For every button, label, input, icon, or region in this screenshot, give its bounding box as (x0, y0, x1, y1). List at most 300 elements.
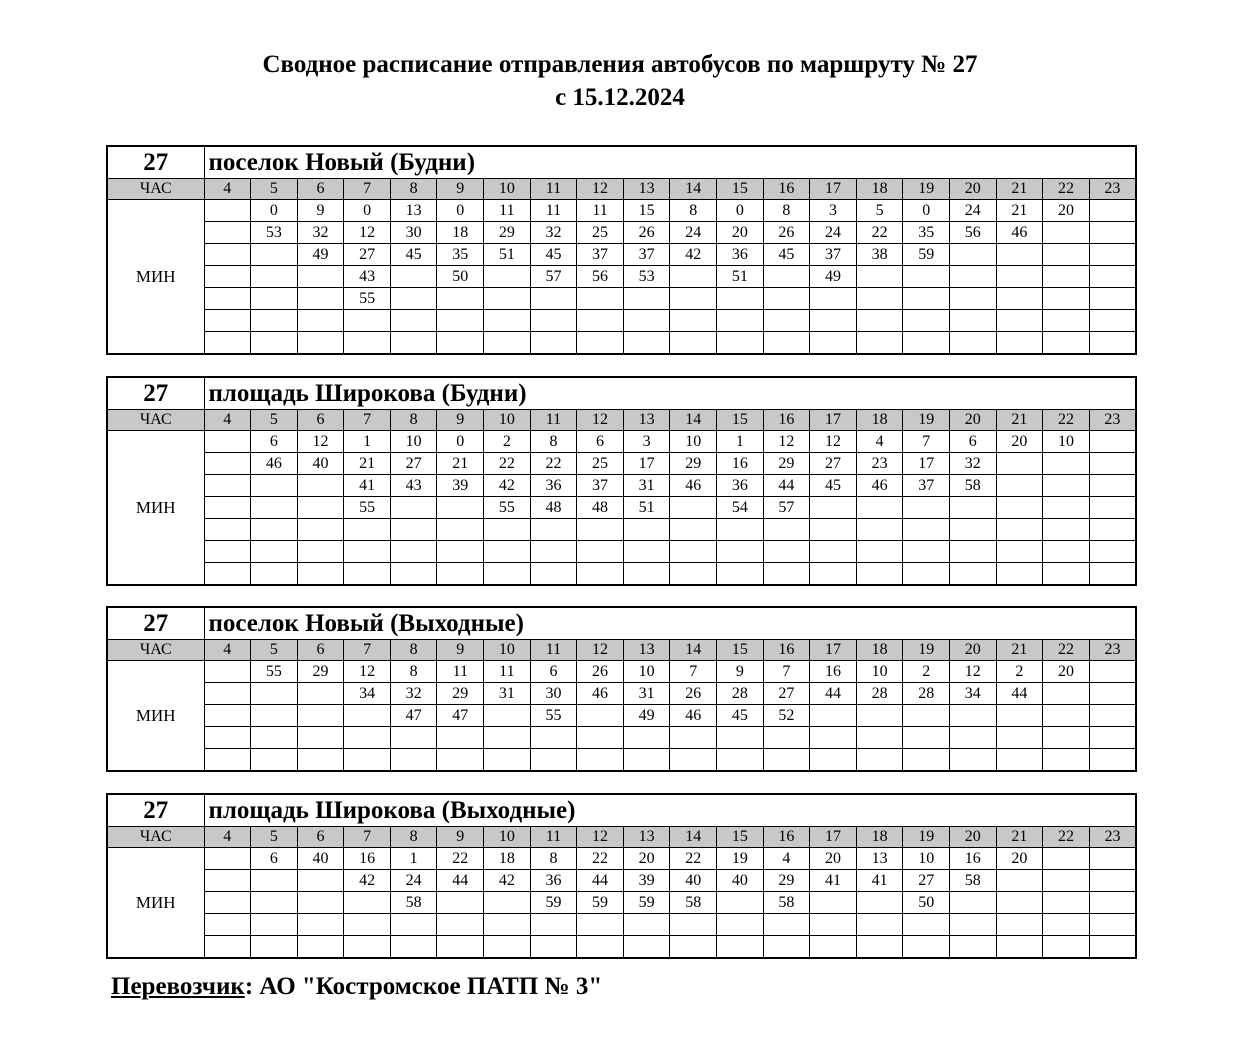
minute-cell: 36 (717, 244, 764, 266)
hour-cell: 22 (1043, 640, 1090, 661)
minutes-label: МИН (107, 431, 204, 586)
route-number: 27 (107, 377, 204, 410)
minute-cell (1043, 475, 1090, 497)
minute-cell (344, 914, 391, 936)
minutes-row (107, 200, 1136, 222)
hour-cell: 23 (1089, 410, 1136, 431)
minute-cell (856, 563, 903, 586)
minute-cell (484, 288, 531, 310)
minute-cell: 0 (717, 200, 764, 222)
minute-cell (530, 288, 577, 310)
hour-cell: 11 (530, 640, 577, 661)
minute-cell (437, 936, 484, 959)
minute-cell: 42 (344, 870, 391, 892)
minute-cell (484, 705, 531, 727)
minute-cell (577, 749, 624, 772)
minute-cell (810, 914, 857, 936)
minute-cell (717, 914, 764, 936)
minute-cell: 29 (763, 453, 810, 475)
minute-cell (670, 563, 717, 586)
hour-cell: 17 (810, 640, 857, 661)
minute-cell: 6 (251, 431, 298, 453)
minute-cell (297, 288, 344, 310)
minute-cell (996, 541, 1043, 563)
minute-cell (437, 563, 484, 586)
minute-cell (856, 892, 903, 914)
minute-cell: 12 (763, 431, 810, 453)
minute-cell: 20 (623, 848, 670, 870)
minute-cell: 11 (530, 200, 577, 222)
minute-cell: 16 (810, 661, 857, 683)
minute-cell: 6 (251, 848, 298, 870)
minute-cell: 40 (297, 453, 344, 475)
hour-cell: 14 (670, 410, 717, 431)
minute-cell: 45 (763, 244, 810, 266)
minutes-row (107, 266, 1136, 288)
minute-cell: 9 (297, 200, 344, 222)
minute-cell (717, 541, 764, 563)
minutes-row (107, 453, 1136, 475)
hour-cell: 5 (251, 827, 298, 848)
minute-cell: 8 (530, 431, 577, 453)
minute-cell (390, 519, 437, 541)
hour-cell: 19 (903, 640, 950, 661)
hour-label: ЧАС (107, 640, 204, 661)
minutes-row (107, 541, 1136, 563)
minute-cell: 55 (484, 497, 531, 519)
minute-cell: 42 (670, 244, 717, 266)
hour-cell: 7 (344, 179, 391, 200)
hour-cell: 18 (856, 179, 903, 200)
minute-cell (903, 563, 950, 586)
hour-cell: 14 (670, 179, 717, 200)
minute-cell: 39 (437, 475, 484, 497)
minute-cell (856, 310, 903, 332)
minute-cell: 57 (763, 497, 810, 519)
minute-cell (996, 914, 1043, 936)
minute-cell (810, 310, 857, 332)
minute-cell (251, 519, 298, 541)
minute-cell (763, 727, 810, 749)
minute-cell (204, 848, 251, 870)
minute-cell (204, 541, 251, 563)
minute-cell (903, 705, 950, 727)
minute-cell: 37 (623, 244, 670, 266)
minute-cell: 18 (437, 222, 484, 244)
minute-cell (1089, 892, 1136, 914)
minute-cell (577, 727, 624, 749)
minute-cell (670, 936, 717, 959)
minute-cell (623, 749, 670, 772)
minute-cell (670, 541, 717, 563)
minute-cell (1089, 222, 1136, 244)
minute-cell: 36 (530, 870, 577, 892)
minute-cell (437, 288, 484, 310)
minute-cell (670, 519, 717, 541)
minute-cell: 53 (623, 266, 670, 288)
minute-cell (204, 870, 251, 892)
minute-cell: 24 (810, 222, 857, 244)
minute-cell: 38 (856, 244, 903, 266)
minute-cell (251, 541, 298, 563)
hour-cell: 8 (390, 410, 437, 431)
minute-cell: 1 (390, 848, 437, 870)
minute-cell: 32 (950, 453, 997, 475)
hour-cell: 12 (577, 827, 624, 848)
hour-cell: 13 (623, 179, 670, 200)
hour-cell: 16 (763, 410, 810, 431)
minute-cell: 31 (623, 683, 670, 705)
minute-cell: 12 (297, 431, 344, 453)
minute-cell (204, 936, 251, 959)
minute-cell: 8 (670, 200, 717, 222)
minute-cell (297, 310, 344, 332)
minute-cell (623, 914, 670, 936)
minute-cell: 49 (623, 705, 670, 727)
minute-cell (1089, 497, 1136, 519)
minute-cell (1089, 541, 1136, 563)
minute-cell (344, 332, 391, 355)
minutes-row (107, 848, 1136, 870)
hour-cell: 6 (297, 410, 344, 431)
minutes-row (107, 892, 1136, 914)
minute-cell: 15 (623, 200, 670, 222)
hour-cell: 21 (996, 410, 1043, 431)
carrier-label: Перевозчик (111, 973, 245, 1000)
minute-cell (1089, 848, 1136, 870)
hour-cell: 21 (996, 179, 1043, 200)
minute-cell: 21 (344, 453, 391, 475)
minute-cell (251, 914, 298, 936)
minute-cell (530, 310, 577, 332)
minute-cell (530, 563, 577, 586)
minute-cell (903, 749, 950, 772)
hour-cell: 12 (577, 179, 624, 200)
hour-cell: 8 (390, 827, 437, 848)
minute-cell (996, 727, 1043, 749)
minute-cell (251, 936, 298, 959)
minute-cell (903, 497, 950, 519)
minute-cell (437, 541, 484, 563)
minute-cell: 37 (903, 475, 950, 497)
minute-cell (297, 541, 344, 563)
minute-cell: 30 (390, 222, 437, 244)
hour-cell: 21 (996, 640, 1043, 661)
minute-cell: 2 (484, 431, 531, 453)
schedule-table (106, 145, 1137, 355)
minute-cell: 44 (996, 683, 1043, 705)
minute-cell: 55 (344, 288, 391, 310)
minute-cell (484, 332, 531, 355)
hour-cell: 7 (344, 827, 391, 848)
minute-cell: 40 (717, 870, 764, 892)
minute-cell: 53 (251, 222, 298, 244)
minute-cell: 58 (950, 475, 997, 497)
minute-cell: 59 (623, 892, 670, 914)
hour-cell: 15 (717, 410, 764, 431)
minute-cell: 1 (717, 431, 764, 453)
minute-cell (903, 541, 950, 563)
minute-cell: 20 (1043, 661, 1090, 683)
minute-cell (577, 288, 624, 310)
minute-cell (717, 727, 764, 749)
schedule-table (106, 376, 1137, 586)
minute-cell (996, 870, 1043, 892)
minute-cell (670, 310, 717, 332)
minute-cell (1089, 200, 1136, 222)
minute-cell (204, 563, 251, 586)
minute-cell (763, 332, 810, 355)
hour-cell: 6 (297, 179, 344, 200)
minute-cell: 41 (856, 870, 903, 892)
minute-cell (1089, 936, 1136, 959)
minute-cell: 22 (670, 848, 717, 870)
schedule-table (106, 793, 1137, 959)
minute-cell: 2 (903, 661, 950, 683)
minutes-row (107, 519, 1136, 541)
minute-cell (763, 749, 810, 772)
minute-cell (623, 288, 670, 310)
minute-cell (763, 936, 810, 959)
minute-cell: 43 (390, 475, 437, 497)
minute-cell (1043, 519, 1090, 541)
minute-cell: 17 (623, 453, 670, 475)
minutes-row (107, 288, 1136, 310)
minute-cell (856, 936, 903, 959)
hour-cell: 21 (996, 827, 1043, 848)
minute-cell: 48 (577, 497, 624, 519)
minute-cell (670, 727, 717, 749)
minute-cell (903, 936, 950, 959)
minutes-row (107, 749, 1136, 772)
hour-cell: 16 (763, 179, 810, 200)
minute-cell (670, 266, 717, 288)
hour-cell: 10 (484, 410, 531, 431)
minute-cell: 20 (1043, 200, 1090, 222)
minute-cell (344, 541, 391, 563)
minute-cell (903, 266, 950, 288)
minute-cell (950, 914, 997, 936)
minute-cell (390, 541, 437, 563)
minute-cell (297, 683, 344, 705)
minute-cell (670, 914, 717, 936)
minute-cell: 12 (950, 661, 997, 683)
minutes-row (107, 661, 1136, 683)
hour-label: ЧАС (107, 827, 204, 848)
minute-cell (670, 332, 717, 355)
minute-cell (810, 749, 857, 772)
minute-cell (390, 563, 437, 586)
minute-cell (251, 332, 298, 355)
minute-cell: 37 (810, 244, 857, 266)
minute-cell (717, 892, 764, 914)
minute-cell: 32 (297, 222, 344, 244)
minute-cell (763, 541, 810, 563)
minute-cell (996, 519, 1043, 541)
minute-cell (856, 332, 903, 355)
minute-cell (390, 914, 437, 936)
minute-cell (763, 563, 810, 586)
minute-cell: 25 (577, 453, 624, 475)
minute-cell (763, 519, 810, 541)
minute-cell (623, 936, 670, 959)
hour-cell: 11 (530, 410, 577, 431)
minute-cell (1089, 683, 1136, 705)
minute-cell (251, 705, 298, 727)
minute-cell (1043, 749, 1090, 772)
minute-cell (717, 519, 764, 541)
route-number: 27 (107, 607, 204, 640)
minute-cell (996, 244, 1043, 266)
minute-cell (810, 332, 857, 355)
minute-cell: 27 (763, 683, 810, 705)
minute-cell: 2 (996, 661, 1043, 683)
minute-cell (1089, 661, 1136, 683)
hour-cell: 4 (204, 179, 251, 200)
minute-cell (204, 705, 251, 727)
minute-cell: 58 (670, 892, 717, 914)
hour-cell: 22 (1043, 827, 1090, 848)
minute-cell: 55 (530, 705, 577, 727)
minute-cell (204, 266, 251, 288)
minute-cell: 8 (390, 661, 437, 683)
hour-cell: 20 (950, 827, 997, 848)
minute-cell: 4 (856, 431, 903, 453)
minute-cell (1043, 914, 1090, 936)
minute-cell (577, 705, 624, 727)
minute-cell (530, 332, 577, 355)
minute-cell (530, 727, 577, 749)
minute-cell (390, 936, 437, 959)
minute-cell: 6 (950, 431, 997, 453)
minute-cell: 0 (437, 200, 484, 222)
hour-cell: 9 (437, 640, 484, 661)
minute-cell (390, 727, 437, 749)
minute-cell (950, 563, 997, 586)
minute-cell (577, 332, 624, 355)
minute-cell: 3 (810, 200, 857, 222)
minute-cell (251, 749, 298, 772)
minute-cell (484, 749, 531, 772)
hour-cell: 13 (623, 640, 670, 661)
hour-cell: 10 (484, 179, 531, 200)
minutes-row (107, 870, 1136, 892)
hour-cell: 18 (856, 410, 903, 431)
minute-cell: 4 (763, 848, 810, 870)
hour-cell: 19 (903, 410, 950, 431)
minute-cell (577, 541, 624, 563)
minute-cell: 41 (810, 870, 857, 892)
minute-cell: 24 (670, 222, 717, 244)
minute-cell (1089, 475, 1136, 497)
minute-cell (204, 749, 251, 772)
minute-cell (577, 936, 624, 959)
minute-cell (204, 519, 251, 541)
hour-cell: 17 (810, 410, 857, 431)
minute-cell: 0 (437, 431, 484, 453)
minutes-row (107, 475, 1136, 497)
minute-cell: 18 (484, 848, 531, 870)
minute-cell (810, 541, 857, 563)
minute-cell: 1 (344, 431, 391, 453)
minute-cell (1089, 749, 1136, 772)
minute-cell: 34 (344, 683, 391, 705)
minute-cell: 28 (856, 683, 903, 705)
minute-cell (950, 497, 997, 519)
minute-cell (763, 288, 810, 310)
minute-cell: 22 (856, 222, 903, 244)
minute-cell: 51 (623, 497, 670, 519)
minutes-row (107, 727, 1136, 749)
minute-cell: 58 (390, 892, 437, 914)
minute-cell (297, 475, 344, 497)
minute-cell (903, 288, 950, 310)
hour-cell: 15 (717, 179, 764, 200)
minute-cell (297, 936, 344, 959)
carrier-line (111, 970, 602, 1004)
minute-cell: 37 (577, 244, 624, 266)
minute-cell: 56 (950, 222, 997, 244)
minute-cell: 59 (577, 892, 624, 914)
hour-cell: 18 (856, 827, 903, 848)
minute-cell: 36 (717, 475, 764, 497)
minute-cell: 24 (390, 870, 437, 892)
minutes-label: МИН (107, 848, 204, 959)
hour-cell: 20 (950, 410, 997, 431)
minute-cell: 29 (437, 683, 484, 705)
minute-cell: 28 (717, 683, 764, 705)
page-title: Сводное расписание отправления автобусов по маршруту № 27 (262, 51, 978, 78)
hour-cell: 9 (437, 410, 484, 431)
hour-cell: 14 (670, 827, 717, 848)
minute-cell (1043, 288, 1090, 310)
minute-cell (623, 332, 670, 355)
minute-cell (810, 936, 857, 959)
minute-cell: 55 (251, 661, 298, 683)
minute-cell: 32 (390, 683, 437, 705)
minute-cell (577, 310, 624, 332)
route-number: 27 (107, 146, 204, 179)
minute-cell: 0 (903, 200, 950, 222)
minute-cell (717, 310, 764, 332)
minute-cell (1089, 914, 1136, 936)
minute-cell: 9 (717, 661, 764, 683)
minute-cell: 40 (297, 848, 344, 870)
hour-cell: 7 (344, 410, 391, 431)
minute-cell (390, 332, 437, 355)
minute-cell (390, 288, 437, 310)
minute-cell: 13 (856, 848, 903, 870)
hour-cell: 15 (717, 827, 764, 848)
minute-cell: 45 (390, 244, 437, 266)
direction-title: поселок Новый (Выходные) (204, 607, 1136, 640)
minute-cell: 50 (903, 892, 950, 914)
minute-cell: 29 (763, 870, 810, 892)
minute-cell (204, 727, 251, 749)
minute-cell (484, 519, 531, 541)
minute-cell (1043, 727, 1090, 749)
minute-cell: 19 (717, 848, 764, 870)
minute-cell (437, 310, 484, 332)
hour-cell: 4 (204, 410, 251, 431)
minute-cell: 47 (437, 705, 484, 727)
minute-cell (856, 749, 903, 772)
minute-cell (484, 892, 531, 914)
minute-cell: 8 (763, 200, 810, 222)
carrier-value: : АО "Костромское ПАТП № 3" (244, 973, 603, 1000)
minute-cell (1089, 870, 1136, 892)
minute-cell: 30 (530, 683, 577, 705)
